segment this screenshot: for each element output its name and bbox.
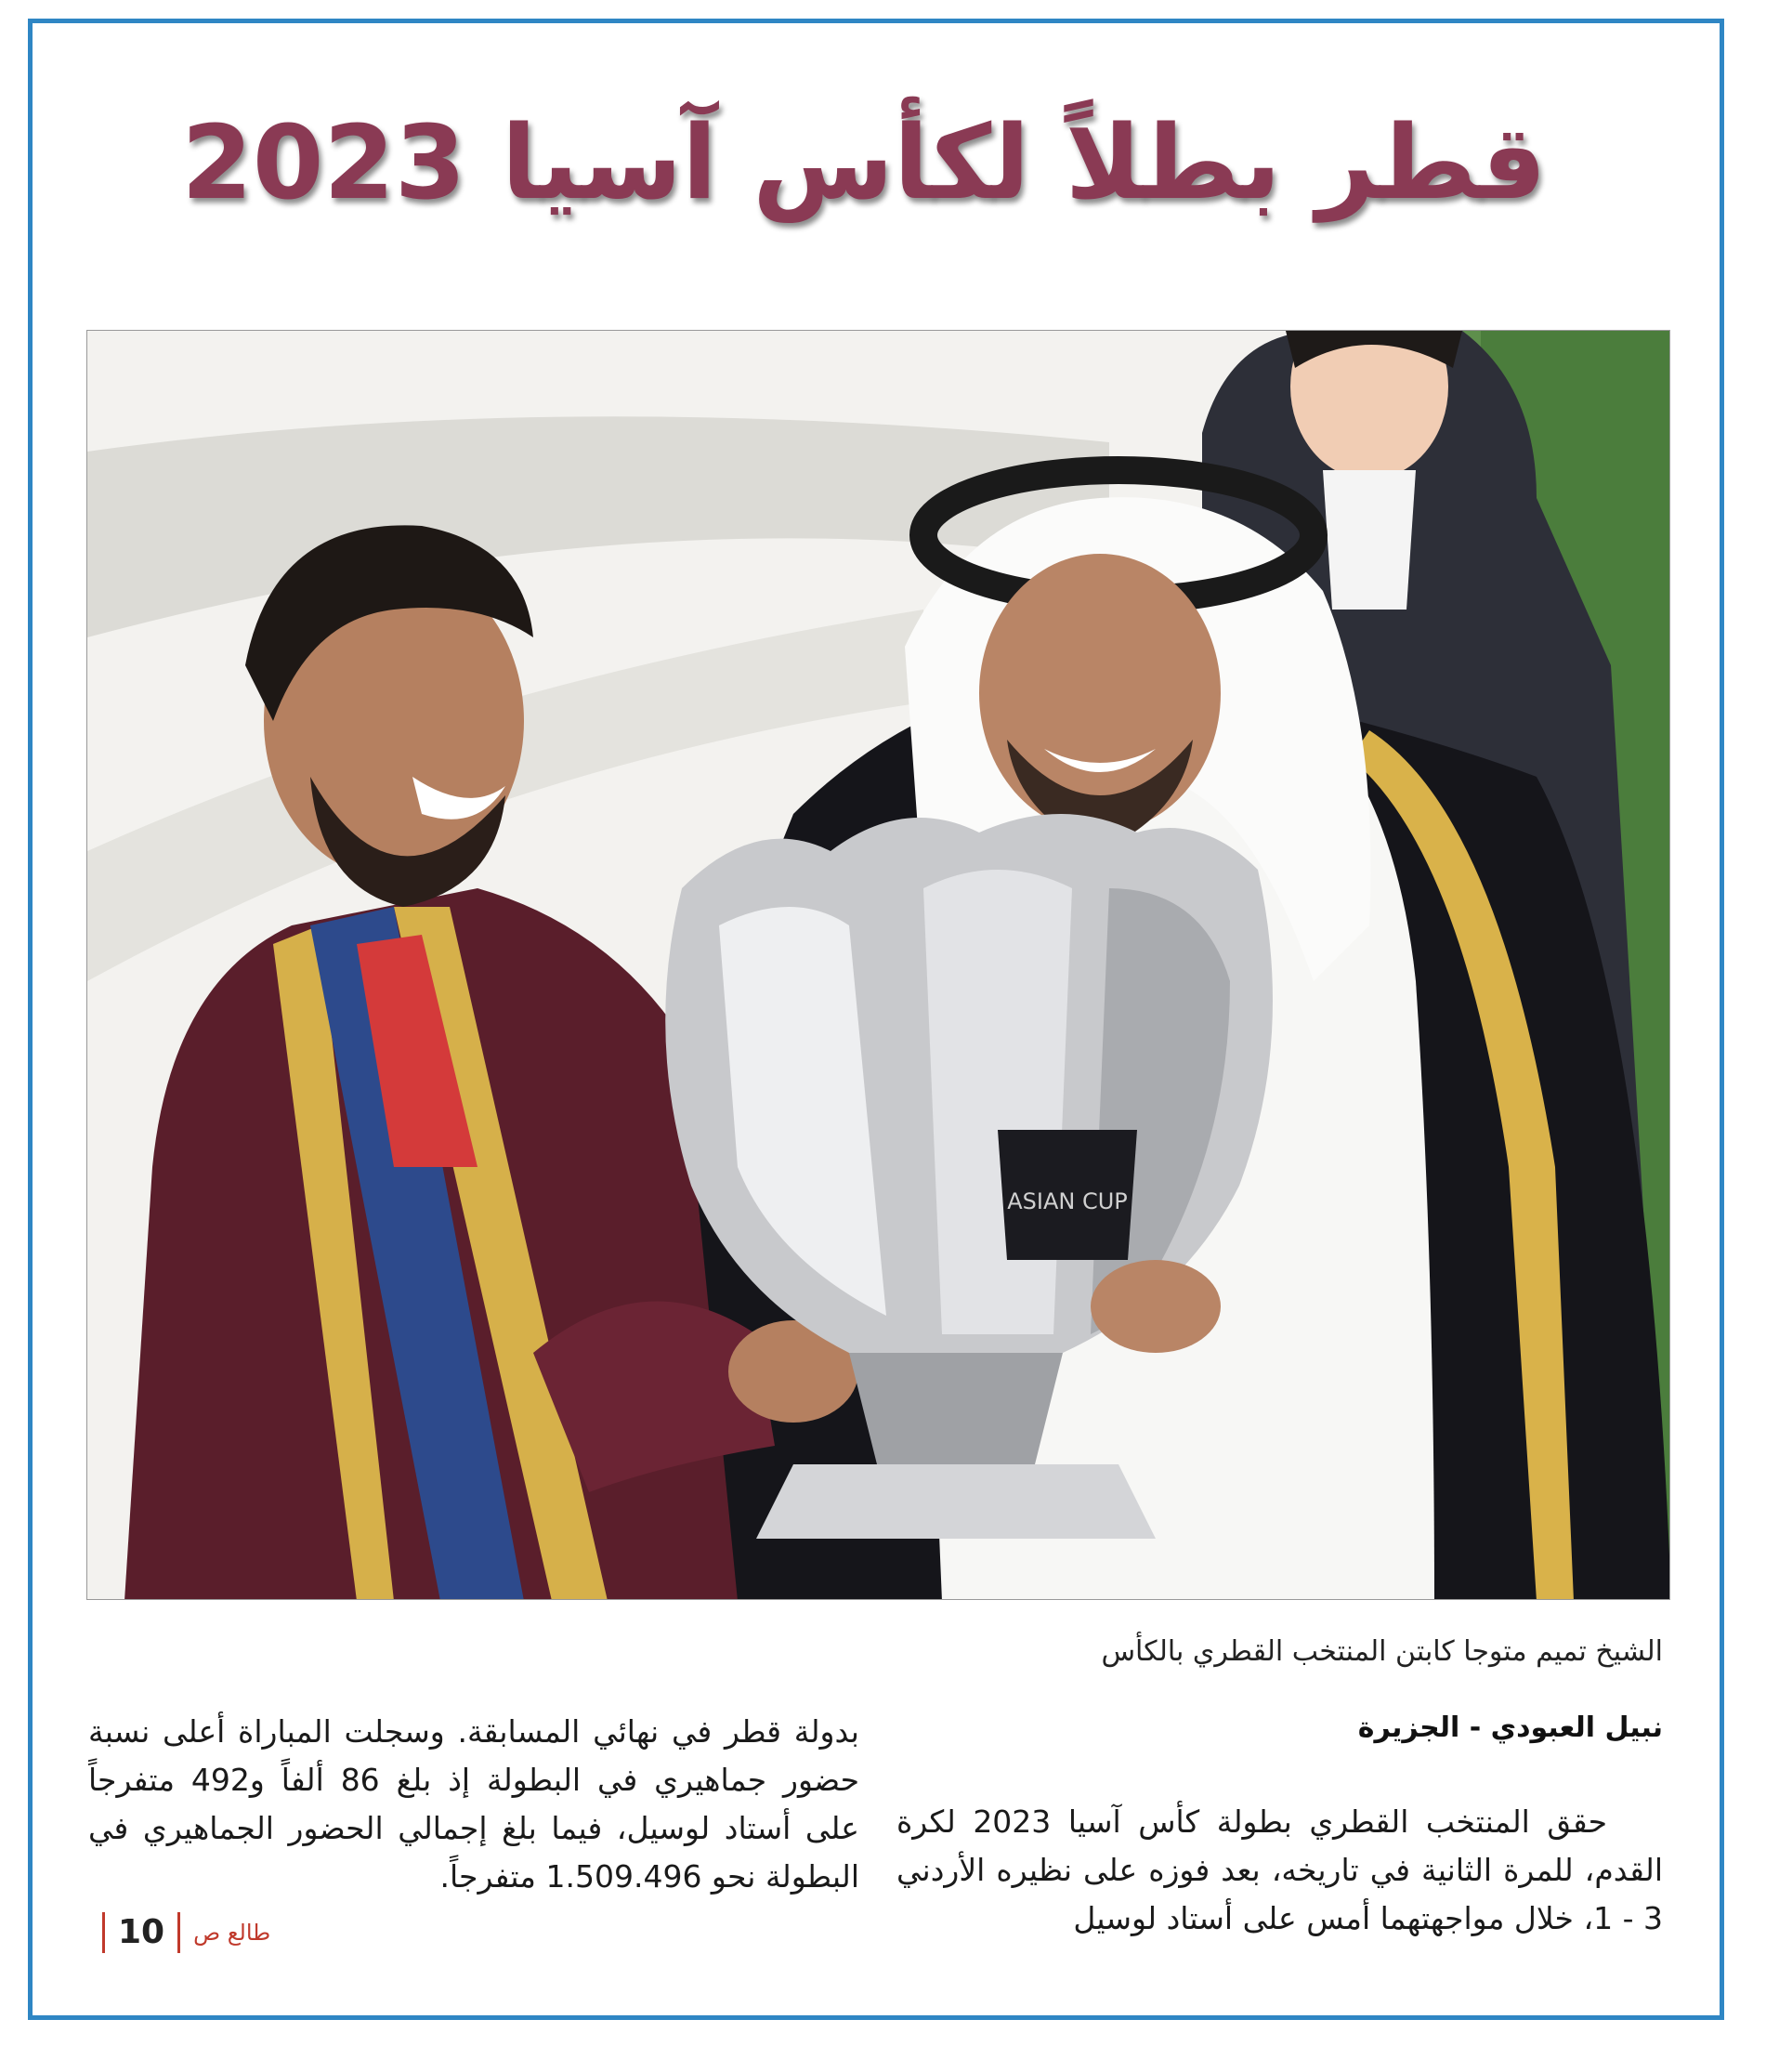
article-column-right bbox=[896, 1798, 1663, 1943]
article-lead: حقق المنتخب القطري بطولة كأس آسيا 2023 لكرة القدم، للمرة الثانية في تاريخه، بعد فوزه على نظيره الأردني 3 - 1، خلال مواجهتهما أمس على أستاد لوسيل bbox=[896, 1803, 1663, 1936]
continued-page-number: 10 bbox=[102, 1912, 180, 1953]
trophy-engraving: ASIAN CUP bbox=[1007, 1188, 1128, 1214]
continued-page-ref[interactable] bbox=[102, 1912, 270, 1953]
article-column-left: بدولة قطر في نهائي المسابقة. وسجلت المباراة أعلى نسبة حضور جماهيري في البطولة إذ بلغ 86 ألفاً و492 متفرجاً على أستاد لوسيل، فيما بلغ إجمالي الحضور الجماهيري في البطولة نحو 1.509.496 متفرجاً. bbox=[88, 1713, 860, 1895]
headline: قطر بطلاً لكأس آسيا 2023 bbox=[181, 103, 1547, 222]
continued-label: طالع ص bbox=[193, 1920, 271, 1946]
main-photo bbox=[86, 330, 1670, 1600]
byline: نبيل العبودي - الجزيرة bbox=[1357, 1711, 1663, 1744]
photo-caption: الشيخ تميم متوجا كابتن المنتخب القطري بالكأس bbox=[1101, 1635, 1663, 1668]
